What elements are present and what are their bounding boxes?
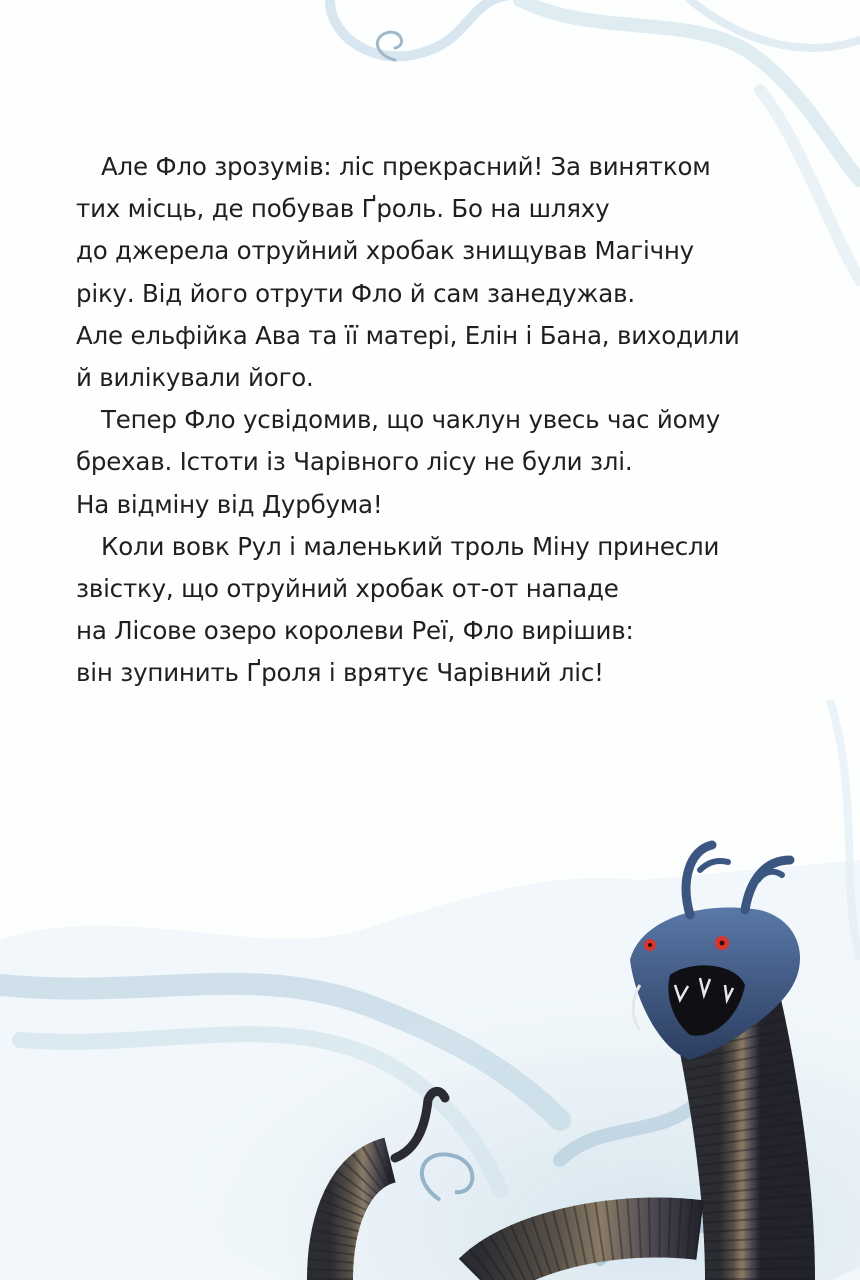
text-line: на Лісове озеро королеви Реї, Фло вирішив: — [76, 616, 634, 646]
story-text — [76, 146, 796, 695]
paragraph-1 — [76, 146, 796, 399]
text-line: Але ельфійка Ава та її матері, Елін і Бана, виходили — [76, 320, 740, 350]
text-line: звістку, що отруйний хробак от-от нападе — [76, 574, 619, 604]
text-line: Тепер Фло усвідомив, що чаклун увесь час йому — [101, 405, 721, 435]
text-line: ріку. Від його отрути Фло й сам занедужав. — [76, 278, 635, 308]
paragraph-3 — [76, 526, 796, 695]
text-line: На відміну від Дурбума! — [76, 489, 383, 519]
text-line: до джерела отруйний хробак знищував Магічну — [76, 236, 694, 266]
paragraph-2 — [76, 399, 796, 526]
text-line: він зупинить Ґроля і врятує Чарівний ліс! — [76, 658, 604, 688]
text-line: тих місць, де побував Ґроль. Бо на шляху — [76, 194, 610, 224]
text-line: Коли вовк Рул і маленький троль Міну принесли — [101, 531, 720, 561]
text-line: й вилікували його. — [76, 363, 314, 393]
text-line: Але Фло зрозумів: ліс прекрасний! За винятком — [101, 152, 711, 181]
text-line: брехав. Істоти із Чарівного лісу не були злі. — [76, 447, 633, 477]
